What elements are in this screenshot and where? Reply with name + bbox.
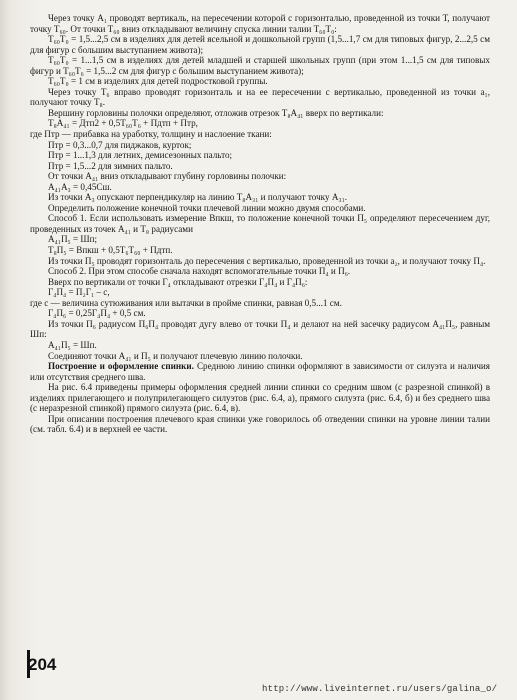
paragraph: где с — величина сутюживания или вытачки в пройме спинки, равная 0,5...1 см. <box>30 297 342 308</box>
formula: Т₈П₅ = Впкш + 0,5Т₆Т₆₀ + Пдтп. <box>48 245 173 256</box>
paragraph: где Птр — прибавка на уработку, толщину и наслоение ткани: <box>30 129 272 140</box>
formula: А₄₁П₅ = Шп. <box>48 339 97 350</box>
paragraph: На рис. 6.4 приведены примеры оформления средней линии спинки со средним швом (с разрезной спинкой) в изделиях прилегающего и полуприлегающего силуэтов (рис. 6.4, а), прямого силуэта (рис. 6.4, б) и без среднего шва (с неразрезной спинкой) прямого силуэта (рис. 6.4, в). <box>30 382 490 414</box>
paragraph: Определить положение конечной точки плечевой линии можно двумя способами. <box>48 202 366 213</box>
formula: А₄₁А₃ = 0,45Сш. <box>48 181 112 192</box>
paragraph: При описании построения плечевого края спинки уже говорилось об отведении спинки на уровне линии талии (см. табл. 6.4) и в верхней ее части. <box>30 413 490 435</box>
paragraph: Вершину горловины полочки определяют, отложив отрезок Т₈А₄₁ вверх по вертикали: <box>48 107 384 118</box>
formula: А₄₁П₅ = Шп; <box>48 234 98 245</box>
page-number: 204 <box>28 655 57 674</box>
paragraph: Соединяют точки А₄₁ и П₅ и получают плечевую линию полочки. <box>48 350 303 361</box>
watermark-url: http://www.liveinternet.ru/users/galina_o/ <box>262 684 498 694</box>
paragraph: Через точку Т₆ вправо проводят горизонталь и на ее пересечении с вертикалью, проведенной из точки а₁, получают точку Т₈. <box>30 86 490 108</box>
paragraph: Т₆₀Т₀ = 1...1,5 см в изделиях для детей младшей и старшей школьных групп (при этом 1...1,5 см для типовых фигур и Т₆₀Т₆ = 1,5...2 см для фигур с большим выступанием живота); <box>30 55 490 76</box>
paragraph: Т₆₀Т₀ = 1,5...2,5 см в изделиях для детей ясельной и дошкольной групп (1,5...1,7 см для типовых фигур, 2...2,5 см для фигур с большим выступанием живота); <box>30 34 490 55</box>
paragraph: Вверх по вертикали от точки Г₄ откладывают отрезки Г₄П₄ и Г₄П₆: <box>48 276 308 287</box>
section-paragraph <box>30 361 490 382</box>
paragraph: Из точки П₅ проводят горизонталь до пересечения с вертикалью, проведенной из точки а₂, и получают точку П₄. <box>48 255 486 266</box>
paragraph: Т₆₀Т₀ = 1 см в изделиях для детей подростковой группы. <box>48 76 268 87</box>
paragraph: Через точку А₁ проводят вертикаль, на пересечении которой с горизонталью, проведенной из точки Т, получают точку Т₆₀. От точки Т₆₀ вниз откладывают величину спуска линии талии Т₆₀Т₀: <box>30 13 490 34</box>
formula: Птр = 1...1,3 для летних, демисезонных пальто; <box>48 150 233 161</box>
paragraph: Способ 1. Если использовать измерение Впкш, то положение конечной точки П₅ определяют пересечением дуг, проведенных из точек А₄₁ и Т₈ радиусами <box>30 213 490 234</box>
formula: Т₈А₄₁ = Дтп2 + 0,5Т₆₀Т₆ + Пдтп + Птр, <box>48 118 198 129</box>
formula: Г₄П₄ = П₂Г₁ – с, <box>48 287 110 298</box>
section-heading: Построение и оформление спинки. <box>48 361 194 372</box>
paragraph: Из точки А₃ опускают перпендикуляр на линию Т₈А₃₁ и получают точку А₃₁. <box>48 192 348 203</box>
paragraph: От точки А₄₁ вниз откладывают глубину горловины полочки: <box>48 171 287 182</box>
formula: Птр = 0,3...0,7 для пиджаков, курток; <box>48 139 192 150</box>
section-text: Среднюю линию спинки оформляют в зависимости от силуэта и наличия или отсутствия среднего шва. <box>30 361 490 382</box>
paragraph: Из точки П₆ радиусом П₆П₄ проводят дугу влево от точки П₄ и делают на ней засечку радиусом А₄₁П₅, равным Шп: <box>30 318 490 340</box>
body-text <box>30 13 490 435</box>
formula: Птр = 1,5...2 для зимних пальто. <box>48 160 173 171</box>
paragraph: Способ 2. При этом способе сначала находят вспомогательные точки П₄ и П₆. <box>48 266 351 277</box>
formula: Г₄П₆ = 0,25Г₄П₄ + 0,5 см. <box>48 308 146 319</box>
